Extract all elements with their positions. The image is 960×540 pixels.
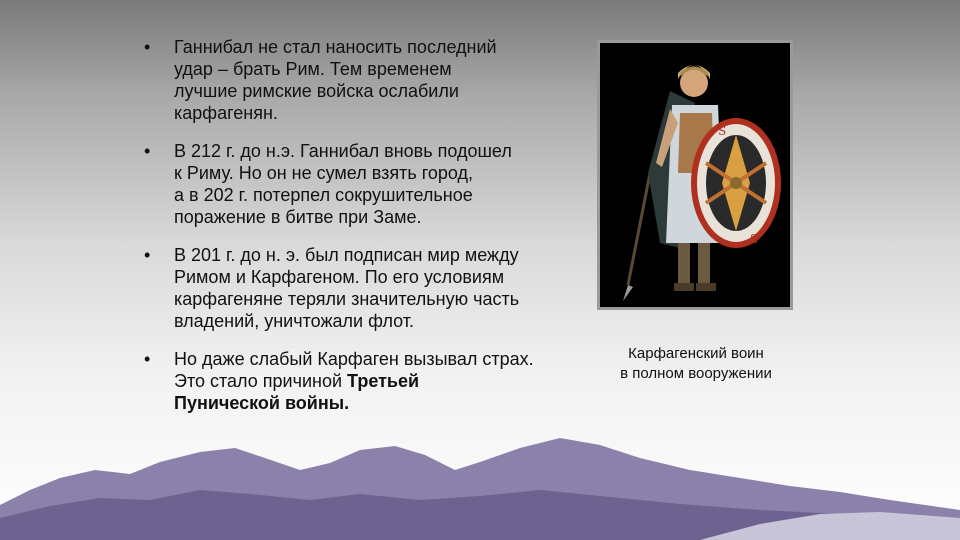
- bullet-marker: •: [144, 349, 151, 369]
- bullet-text: В 201 г. до н. э. был подписан мир между Римом и Карфагеном. По его условиям карфагеняне теряли значительную часть владений, уничтожали флот.: [174, 245, 520, 331]
- bullet-marker: •: [144, 37, 151, 57]
- svg-text:S: S: [718, 124, 727, 138]
- svg-text:S: S: [750, 232, 759, 246]
- bullet-item: [142, 36, 582, 124]
- bullet-text: В 212 г. до н.э. Ганнибал вновь подошел к Риму. Но он не сумел взять город, а в 202 г. потерпел сокрушительное поражение в битве при Заме.: [174, 141, 512, 227]
- bullet-marker: •: [144, 245, 151, 265]
- bullet-text-plain: Но даже слабый Карфаген вызывал страх. Это стало причиной: [174, 349, 534, 391]
- image-caption: Карфагенский воин в полном вооружении: [620, 345, 772, 382]
- bullet-item: [142, 244, 582, 332]
- carthaginian-warrior-figure: [600, 43, 790, 307]
- bullet-item: [142, 348, 582, 414]
- bullet-list: [142, 36, 582, 430]
- bullet-marker: •: [144, 141, 151, 161]
- warrior-illustration: [597, 40, 793, 310]
- bullet-item: [142, 140, 582, 228]
- bullet-text-bold: Третьей Пунической войны.: [174, 371, 420, 413]
- bullet-text: [174, 348, 582, 414]
- bullet-text: Ганнибал не стал наносить последний удар – брать Рим. Тем временем лучшие римские войска ослабили карфагенян.: [174, 37, 497, 123]
